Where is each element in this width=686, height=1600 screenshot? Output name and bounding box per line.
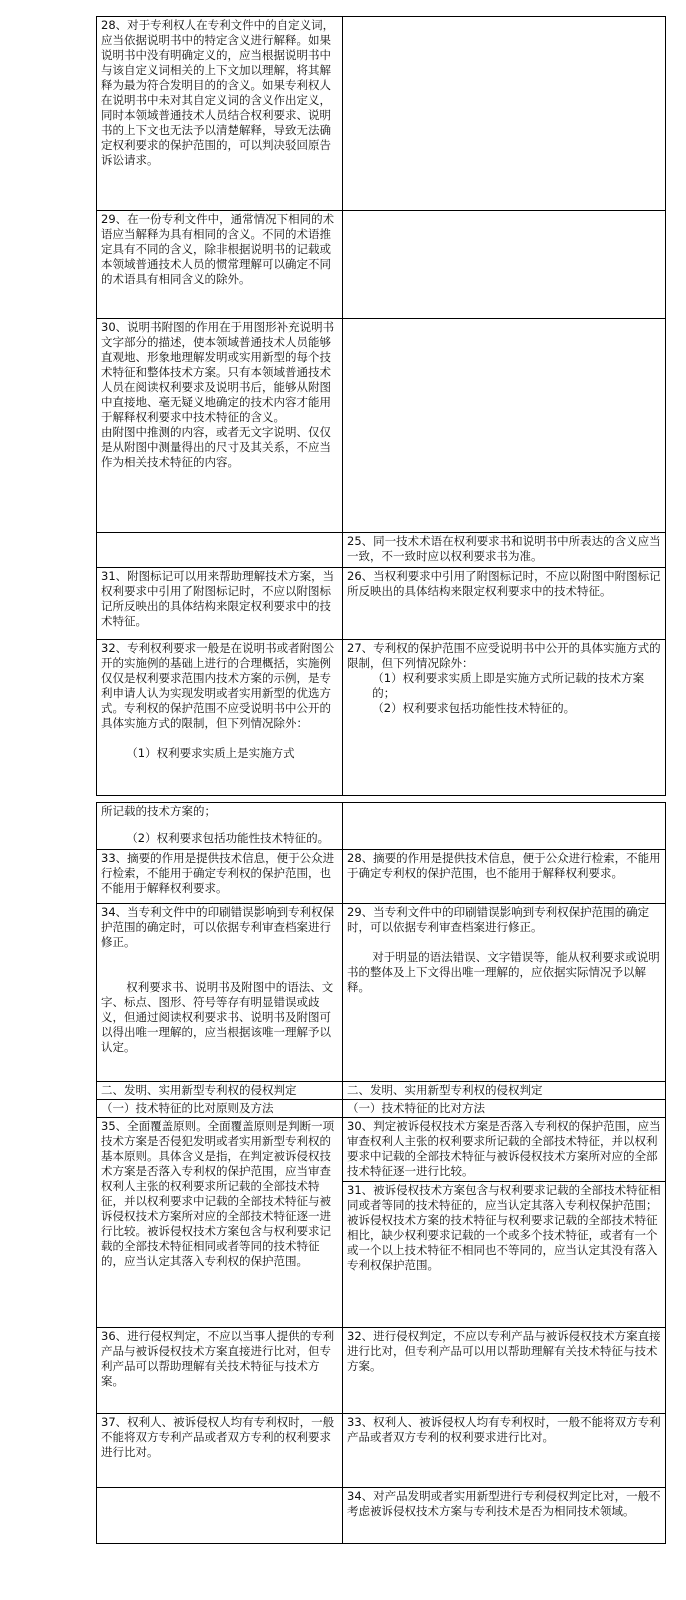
right-cell bbox=[343, 568, 665, 639]
sub-cell bbox=[343, 1118, 665, 1182]
clause-text: 31、被诉侵权技术方案包含与权利要求记载的全部技术特征相同或者等同的技术特征的，应当认定其落入专利权保护范围；被诉侵权技术方案的技术特征与权利要求记载的全部技术特征相比，缺少权利要求记载的一个或多个技术特征，或者有一个或一个以上技术特征不相同也不等同的，应当认定其没有落入专利权保护范围。 bbox=[347, 1183, 661, 1272]
right-cell bbox=[343, 640, 665, 795]
right-cell bbox=[343, 319, 665, 532]
table-row bbox=[96, 904, 666, 1082]
left-cell bbox=[97, 1414, 343, 1487]
clause-text: 30、判定被诉侵权技术方案是否落入专利权的保护范围，应当审查权利人主张的权利要求所记载的全部技术特征，并以权利要求中记载的全部技术特征与被诉侵权技术方案所对应的全部技术特征逐一进行比较。 bbox=[347, 1119, 661, 1178]
right-cell bbox=[343, 1118, 665, 1327]
left-cell bbox=[97, 904, 343, 1081]
section-heading: 二、发明、实用新型专利权的侵权判定 bbox=[347, 1083, 543, 1097]
section-heading-row bbox=[96, 1082, 666, 1100]
clause-text: 28、对于专利权人在专利文件中的自定义词，应当依据说明书中的特定含义进行解释。如果说明书中没有明确定义的，应当根据说明书中与该自定义词相关的上下文加以理解，将其解释为最为符合发明目的的含义。如果专利权人在说明书中未对其自定义词的含义作出定义，同时本领域普通技术人员结合权利要求、说明书的上下文也无法予以清楚解释，导致无法确定权利要求的保护范围的，可以判决驳回原告诉讼请求。 bbox=[101, 18, 335, 167]
clause-text: 对于明显的语法错误、文字错误等，能从权利要求或说明书的整体及上下文得出唯一理解的，应依据实际情况予以解释。 bbox=[347, 950, 660, 994]
table-row bbox=[96, 802, 666, 850]
left-cell bbox=[97, 1328, 343, 1413]
clause-text: 28、摘要的作用是提供技术信息，便于公众进行检索，不能用于确定专利权的保护范围，也不能用于解释权利要求。 bbox=[347, 851, 661, 880]
clause-text: （2）权利要求包括功能性技术特征的。 bbox=[126, 831, 330, 845]
clause-text: 34、对产品发明或者实用新型进行专利侵权判定比对，一般不考虑被诉侵权技术方案与专利技术是否为相同技术领域。 bbox=[347, 1489, 661, 1518]
left-cell bbox=[97, 533, 343, 567]
table-row bbox=[96, 1488, 666, 1544]
clause-text: 32、专利权利要求一般是在说明书或者附图公开的实施例的基础上进行的合理概括，实施例仅仅是权利要求范围内技术方案的示例，是专利申请人认为实现发明或者实用新型的优选方式。专利权的保护范围不应受说明书中公开的具体实施方式的限制，但下列情况除外： bbox=[101, 641, 335, 730]
table-row bbox=[96, 1328, 666, 1414]
clause-text: （1）权利要求实质上即是实施方式所记载的技术方案的； bbox=[372, 671, 645, 700]
sub-cell bbox=[343, 1182, 665, 1275]
table-row bbox=[96, 640, 666, 796]
table-row bbox=[96, 850, 666, 904]
left-cell bbox=[97, 850, 343, 903]
right-cell bbox=[343, 17, 665, 210]
table-row bbox=[96, 1414, 666, 1488]
clause-text: 29、在一份专利文件中，通常情况下相同的术语应当解释为具有相同的含义。不同的术语推定具有不同的含义，除非根据说明书的记载或本领域普通技术人员的惯常理解可以确定不同的术语具有相同含义的除外。 bbox=[101, 212, 335, 286]
left-cell bbox=[97, 17, 343, 210]
comparison-table bbox=[96, 16, 666, 796]
left-cell bbox=[97, 640, 343, 795]
clause-text: 33、摘要的作用是提供技术信息，便于公众进行检索，不能用于确定专利权的保护范围，也不能用于解释权利要求。 bbox=[101, 851, 335, 895]
left-cell bbox=[97, 211, 343, 318]
clause-text: 33、权利人、被诉侵权人均有专利权时，一般不能将双方专利产品或者双方专利的权利要求进行比对。 bbox=[347, 1415, 661, 1444]
clause-text: 27、专利权的保护范围不应受说明书中公开的具体实施方式的限制，但下列情况除外： bbox=[347, 641, 661, 670]
left-cell bbox=[97, 1082, 343, 1099]
right-cell bbox=[343, 1100, 665, 1117]
comparison-table-continued bbox=[96, 802, 666, 1544]
clause-text: （1）权利要求实质上是实施方式 bbox=[126, 746, 295, 760]
clause-text: 所记载的技术方案的； bbox=[101, 804, 216, 818]
left-cell bbox=[97, 319, 343, 532]
clause-text: 由附图中推测的内容，或者无文字说明、仅仅是从附图中测量得出的尺寸及其关系，不应当作为相关技术特征的内容。 bbox=[101, 425, 331, 469]
clause-text: 31、附图标记可以用来帮助理解技术方案，当权利要求中引用了附图标记时，不应以附图标记所反映出的具体结构来限定权利要求中的技术特征。 bbox=[101, 569, 335, 628]
right-cell bbox=[343, 1328, 665, 1413]
right-cell bbox=[343, 850, 665, 903]
right-cell bbox=[343, 803, 665, 849]
clause-text: （2）权利要求包括功能性技术特征的。 bbox=[372, 701, 576, 715]
left-cell bbox=[97, 1100, 343, 1117]
clause-text: 35、全面覆盖原则。全面覆盖原则是判断一项技术方案是否侵犯发明或者实用新型专利权的基本原则。具体含义是指，在判定被诉侵权技术方案是否落入专利权的保护范围，应当审查权利人主张的权利要求所记载的全部技术特征，并以权利要求中记载的全部技术特征与被诉侵权技术方案所对应的全部技术特征逐一进行比较。被诉侵权技术方案包含与权利要求记载的全部技术特征相同或者等同的技术特征的，应当认定其落入专利权的保护范围。 bbox=[101, 1119, 335, 1268]
clause-text: 37、权利人、被诉侵权人均有专利权时，一般不能将双方专利产品或者双方专利的权利要求进行比对。 bbox=[101, 1415, 335, 1459]
right-cell bbox=[343, 1488, 665, 1543]
left-cell bbox=[97, 1488, 343, 1543]
section-heading: 二、发明、实用新型专利权的侵权判定 bbox=[101, 1083, 297, 1097]
clause-text: 36、进行侵权判定，不应以当事人提供的专利产品与被诉侵权技术方案直接进行比对，但专利产品可以帮助理解有关技术特征与技术方案。 bbox=[101, 1329, 335, 1388]
clause-text: 25、同一技术术语在权利要求书和说明书中所表达的含义应当一致，不一致时应以权利要求书为准。 bbox=[347, 534, 661, 563]
left-cell bbox=[97, 1118, 343, 1327]
clause-text: 29、当专利文件中的印刷错误影响到专利权保护范围的确定时，可以依据专利审查档案进行修正。 bbox=[347, 905, 650, 934]
clause-text: 32、进行侵权判定，不应以专利产品与被诉侵权技术方案直接进行比对，但专利产品可以用以帮助理解有关技术特征与技术方案。 bbox=[347, 1329, 661, 1373]
clause-text: 30、说明书附图的作用在于用图形补充说明书文字部分的描述，使本领域普通技术人员能够直观地、形象地理解发明或实用新型的每个技术特征和整体技术方案。只有本领域普通技术人员在阅读权利要求及说明书后，能够从附图中直接地、毫无疑义地确定的技术内容才能用于解释权利要求中技术特征的含义。 bbox=[101, 320, 335, 424]
clause-text: 26、当权利要求中引用了附图标记时，不应以附图中附图标记所反映出的具体结构来限定权利要求中的技术特征。 bbox=[347, 569, 661, 598]
right-cell bbox=[343, 1082, 665, 1099]
table-row bbox=[96, 211, 666, 319]
table-row bbox=[96, 568, 666, 640]
subsection-heading: （一）技术特征的比对原则及方法 bbox=[101, 1101, 274, 1115]
table-row bbox=[96, 533, 666, 568]
right-cell bbox=[343, 211, 665, 318]
table-row bbox=[96, 1118, 666, 1328]
table-row bbox=[96, 16, 666, 211]
clause-text: 34、当专利文件中的印刷错误影响到专利权保护范围的确定时，可以依据专利审查档案进行修正。 bbox=[101, 905, 335, 949]
right-cell bbox=[343, 904, 665, 1081]
left-cell bbox=[97, 803, 343, 849]
clause-text: 权利要求书、说明书及附图中的语法、文字、标点、图形、符号等存有明显错误或歧义，但通过阅读权利要求书、说明书及附图可以得出唯一理解的，应当根据该唯一理解予以认定。 bbox=[101, 980, 334, 1054]
section-heading-row bbox=[96, 1100, 666, 1118]
subsection-heading: （一）技术特征的比对方法 bbox=[347, 1101, 485, 1115]
document-page bbox=[96, 16, 666, 1544]
left-cell bbox=[97, 568, 343, 639]
right-cell bbox=[343, 1414, 665, 1487]
right-cell bbox=[343, 533, 665, 567]
table-row bbox=[96, 319, 666, 533]
